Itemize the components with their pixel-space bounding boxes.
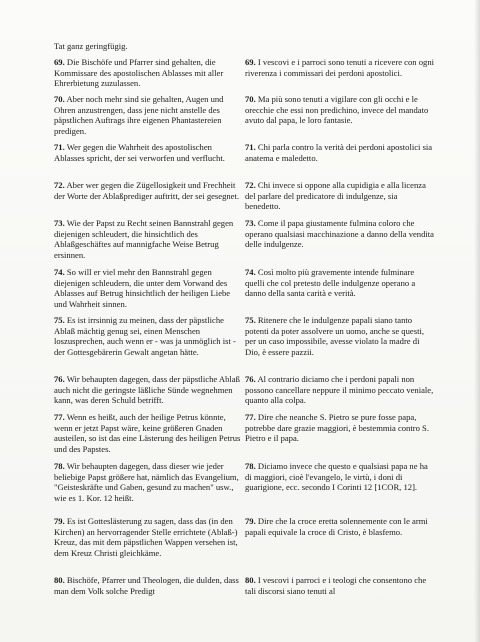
german-paragraph [54, 57, 244, 89]
thesis-number: 77. [245, 412, 256, 422]
italian-text: Al contrario diciamo che i perdoni papali non possono cancellare neppure il minimo peccato veniale, quanto alla colpa. [245, 374, 434, 406]
italian-text: Ritenere che le indulgenze papali siano tanto potenti da poter assolvere un uomo, anche se questi, per un caso impossibile, avesse violato la madre di Dio, è essere pazzii. [245, 315, 424, 357]
italian-text: Dire che la croce eretta solennemente con le armi papali equivale la croce di Cristo, è blasfemo. [245, 516, 428, 537]
italian-paragraph [245, 315, 435, 357]
german-paragraph [54, 315, 244, 357]
german-text: Wir behaupten dagegen, dass der päpstliche Ablaß auch nicht die geringste läßliche Sünde wegnehmen kann, was deren Schuld betrifft. [54, 374, 240, 406]
intro-text: Tat ganz geringfügig. [54, 41, 128, 51]
thesis-number: 72. [245, 180, 256, 190]
italian-paragraph [245, 57, 435, 78]
german-paragraph [54, 94, 244, 136]
thesis-number: 69. [54, 57, 65, 67]
italian-text: Dire che neanche S. Pietro se pure fosse papa, potrebbe dare grazie maggiori, è bestemmia contro S. Pietro e il papa. [245, 412, 429, 444]
german-paragraph [54, 412, 244, 454]
thesis-number: 73. [54, 218, 65, 228]
german-paragraph [54, 142, 244, 163]
german-text: Bischöfe, Pfarrer und Theologen, die dulden, dass man dem Volk solche Predigt [54, 575, 239, 596]
thesis-number: 78. [54, 461, 65, 471]
italian-paragraph [245, 267, 435, 299]
thesis-number: 75. [245, 315, 256, 325]
german-text: Wer gegen die Wahrheit des apostolischen Ablasses spricht, der sei verworfen und verflucht. [54, 142, 225, 163]
german-text: Aber wer gegen die Zügellosigkeit und Frechheit der Worte der Ablaßprediger auftritt, der sei gesegnet. [54, 180, 240, 201]
german-text: Die Bischöfe und Pfarrer sind gehalten, die Kommissare des apostolischen Ablasses mit aller Ehrerbietung zuzulassen. [54, 57, 224, 89]
thesis-number: 69. [245, 57, 256, 67]
german-text: Es ist Gotteslästerung zu sagen, dass das (in den Kirchen) an hervorragender Stelle errichtete (Ablaß-) Kreuz, das mit dem päpstlichen Wappen versehen ist, dem Kreuz Christi gleichkäme. [54, 516, 238, 558]
italian-paragraph [245, 218, 435, 250]
italian-paragraph [245, 412, 435, 444]
thesis-number: 80. [54, 575, 65, 585]
thesis-number: 78. [245, 461, 256, 471]
thesis-number: 70. [245, 94, 256, 104]
german-text: So will er viel mehr den Bannstrahl gegen diejenigen schleudern, die unter dem Vorwand des Ablasses auf Betrug hinsichtlich der heiligen Liebe und Wahrheit sinnen. [54, 267, 231, 309]
thesis-number: 73. [245, 218, 256, 228]
german-paragraph [54, 374, 244, 406]
italian-paragraph [245, 180, 435, 212]
italian-text: Come il papa giustamente fulmina coloro che operano qualsiasi macchinazione a danno della vendita delle indulgenze. [245, 218, 434, 250]
thesis-number: 77. [54, 412, 65, 422]
german-text: Wie der Papst zu Recht seinen Bannstrahl gegen diejenigen schleudert, die hinsichtlich des Ablaßgeschäftes auf mannigfache Weise Betrug ersinnen. [54, 218, 234, 260]
thesis-number: 76. [245, 374, 256, 384]
thesis-number: 71. [54, 142, 65, 152]
italian-paragraph [245, 461, 435, 493]
german-text: Wir behaupten dagegen, dass dieser wie jeder beliebige Papst größere hat, nämlich das Evangelium, "Geisteskräfte und Gaben, gesund zu machen" usw., wie es 1. Kor. 12 heißt. [54, 461, 239, 503]
italian-text: Chi invece si oppone alla cupidigia e alla licenza del parlare del predicatore di indulgenze, sia benedetto. [245, 180, 426, 212]
italian-text: Diciamo invece che questo e qualsiasi papa ne ha di maggiori, cioè l'evangelo, le virtù, i doni di guarigione, ecc. secondo I Corinti 12 [1COR, 12]. [245, 461, 428, 493]
thesis-number: 76. [54, 374, 65, 384]
thesis-number: 71. [245, 142, 256, 152]
thesis-number: 72. [54, 180, 65, 190]
thesis-number: 79. [54, 516, 65, 526]
german-paragraph [54, 267, 244, 309]
italian-text: Così molto più gravemente intende fulminare quelli che col pretesto delle indulgenze operano a danno della santa carità e verità. [245, 267, 416, 299]
italian-text: Ma più sono tenuti a vigilare con gli occhi e le orecchie che essi non predichino, invece del mandato avuto dal papa, le loro fantasie. [245, 94, 429, 126]
thesis-number: 79. [245, 516, 256, 526]
german-text: Es ist irrsinnig zu meinen, dass der päpstliche Ablaß mächtig genug sei, einen Menschen loszusprechen, auch wenn er - was ja unmöglich ist - der Gottesgebärerin Gewalt angetan hätte. [54, 315, 236, 357]
italian-paragraph [245, 94, 435, 126]
german-text: Wenn es heißt, auch der heilige Petrus könnte, wenn er jetzt Papst wäre, keine größeren Gnaden austeilen, so ist das eine Lästerung des heiligen Petrus und des Papstes. [54, 412, 241, 454]
german-paragraph [54, 461, 244, 503]
german-text: Aber noch mehr sind sie gehalten, Augen und Ohren anzustrengen, dass jene nicht anstelle des päpstlichen Auftrags ihre eigenen Phantastereien predigen. [54, 94, 224, 136]
german-paragraph [54, 180, 244, 201]
thesis-number: 70. [54, 94, 65, 104]
italian-paragraph [245, 374, 435, 406]
italian-text: Chi parla contro la verità dei perdoni apostolici sia anatema e maledetto. [245, 142, 433, 163]
page-edge-shadow [474, 0, 480, 642]
thesis-number: 75. [54, 315, 65, 325]
german-paragraph [54, 218, 244, 260]
italian-text: I vescovi e i parroci sono tenuti a ricevere con ogni riverenza i commissari dei perdoni apostolici. [245, 57, 435, 78]
german-paragraph [54, 575, 244, 596]
italian-text: I vescovi i parroci e i teologi che consentono che tali discorsi siano tenuti al [245, 575, 427, 596]
german-paragraph [54, 516, 244, 558]
italian-paragraph [245, 575, 435, 596]
italian-paragraph [245, 516, 435, 537]
thesis-number: 74. [54, 267, 65, 277]
thesis-number: 74. [245, 267, 256, 277]
italian-paragraph [245, 142, 435, 163]
thesis-number: 80. [245, 575, 256, 585]
